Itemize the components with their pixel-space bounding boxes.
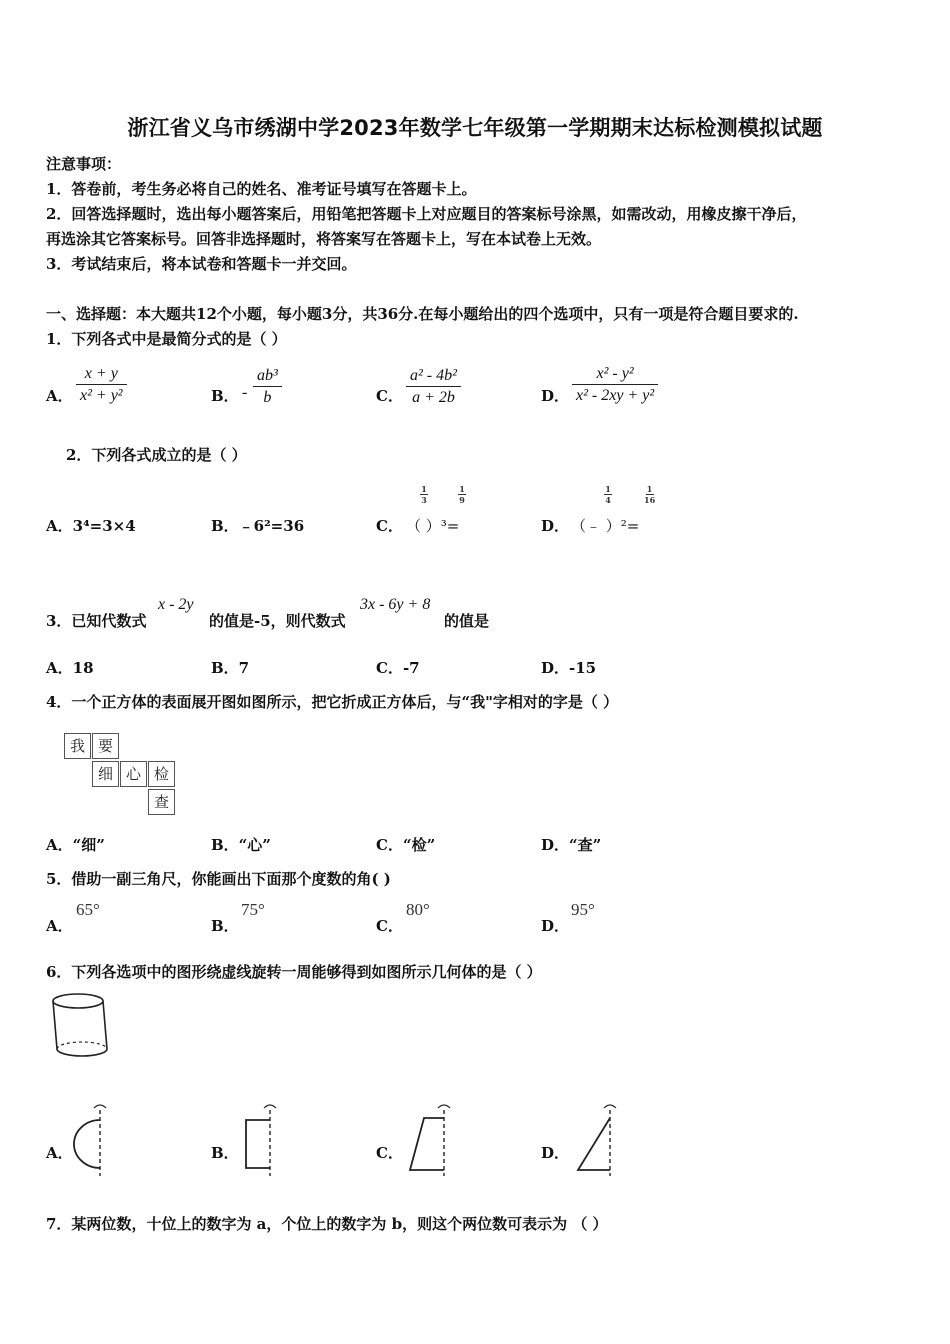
q1-c-denominator: a + 2b	[412, 389, 455, 406]
q2-c-fraction-1	[420, 484, 428, 505]
q2-option-d-expr: （﹣ ）²=	[571, 517, 640, 535]
q3-option-d: D．-15	[541, 659, 597, 677]
q3-expr-1: x - 2y	[158, 596, 194, 613]
q6-label-d: D．	[541, 1144, 570, 1162]
q6-option-d-shape	[570, 1100, 626, 1180]
q3-stem-mid: 的值是-5，则代数式	[209, 612, 346, 630]
q6-label-a: A．	[46, 1144, 73, 1162]
q1-option-b-fraction	[253, 366, 282, 409]
q1-option-d-fraction	[572, 364, 658, 407]
q1-option-c-fraction	[406, 366, 461, 409]
q3-option-c: C．-7	[376, 659, 420, 677]
q5-value-d: 95°	[571, 900, 595, 919]
q5-value-a: 65°	[76, 900, 100, 919]
q1-d-numerator: x² - y²	[596, 365, 634, 382]
q6-label-c: C．	[376, 1144, 403, 1162]
q5-label-c: C．	[376, 917, 403, 935]
q6-stem: 6．下列各选项中的图形绕虚线旋转一周能够得到如图所示几何体的是（ ）	[46, 963, 542, 981]
page-title: 浙江省义乌市绣湖中学2023年数学七年级第一学期期末达标检测模拟试题	[127, 116, 823, 140]
q6-label-b: B．	[211, 1144, 239, 1162]
q2-c-f1-den: 3	[421, 495, 427, 505]
q2-d-f2-den: 16	[644, 495, 656, 505]
q4-option-c: C．“检”	[376, 836, 436, 854]
notice-item-2-cont: 再选涂其它答案标号。回答非选择题时，将答案写在答题卡上，写在本试卷上无效。	[46, 230, 602, 248]
q5-label-d: D．	[541, 917, 570, 935]
q6-option-c-shape	[404, 1100, 460, 1180]
q1-b-denominator: b	[263, 389, 272, 406]
q6-option-b-shape	[236, 1100, 286, 1180]
section-heading: 一、选择题：本大题共12个小题，每小题3分，共36分.在每小题给出的四个选项中，只有一项是符合题目要求的.	[46, 305, 799, 323]
q4-stem: 4．一个正方体的表面展开图如图所示，把它折成正方体后，与“我"字相对的字是（ ）	[46, 693, 619, 711]
q3-option-a: A．18	[46, 659, 94, 677]
q2-label-c: C．	[376, 517, 403, 535]
net-cell: 查	[148, 789, 175, 815]
q1-c-numerator: a² - 4b²	[410, 367, 457, 384]
q1-label-c: C．	[376, 387, 403, 405]
q3-option-b: B．7	[211, 659, 250, 677]
q5-value-b: 75°	[241, 900, 265, 919]
q4-option-b: B．“心”	[211, 836, 271, 854]
q1-b-numerator: ab³	[257, 367, 278, 384]
notice-heading: 注意事项：	[46, 155, 122, 173]
q2-stem: 2．下列各式成立的是（ ）	[66, 446, 247, 464]
q2-c-f2-den: 9	[459, 495, 465, 505]
q1-a-numerator: x + y	[84, 365, 118, 382]
q4-option-a: A．“细”	[46, 836, 105, 854]
q5-label-b: B．	[211, 917, 239, 935]
q2-label-d: D．	[541, 517, 570, 535]
net-cell: 检	[148, 761, 175, 787]
q2-c-f2-num: 1	[459, 484, 465, 494]
net-cell: 我	[64, 733, 91, 759]
q2-option-a: A．3⁴=3×4	[46, 517, 136, 535]
q1-d-denominator: x² - 2xy + y²	[576, 387, 655, 404]
q1-label-d: D．	[541, 387, 570, 405]
q3-stem-post: 的值是	[444, 612, 490, 630]
q2-c-f1-num: 1	[421, 484, 427, 494]
q5-stem: 5．借助一副三角尺，你能画出下面那个度数的角( )	[46, 870, 391, 888]
q1-b-sign: -	[242, 384, 248, 401]
notice-item-3: 3．考试结束后，将本试卷和答题卡一并交回。	[46, 255, 357, 273]
q3-stem-pre: 3．已知代数式	[46, 612, 147, 630]
q2-d-f1-num: 1	[605, 484, 611, 494]
net-cell: 要	[92, 733, 119, 759]
q5-value-c: 80°	[406, 900, 430, 919]
frustum-solid-figure	[48, 990, 114, 1062]
q1-label-b: B．	[211, 387, 239, 405]
q1-stem: 1．下列各式中是最简分式的是（ ）	[46, 330, 287, 348]
q2-d-fraction-2	[644, 484, 655, 505]
q2-option-c-expr: （ ）³=	[406, 517, 460, 535]
q2-option-b: B．﹣6²=36	[211, 517, 305, 535]
notice-item-1: 1．答卷前，考生务必将自己的姓名、准考证号填写在答题卡上。	[46, 180, 477, 198]
q1-a-denominator: x² + y²	[80, 387, 123, 404]
q4-option-d: D．“查”	[541, 836, 602, 854]
q5-label-a: A．	[46, 917, 73, 935]
q2-d-f1-den: 4	[605, 495, 611, 505]
q6-option-a-shape	[64, 1100, 114, 1180]
q1-label-a: A．	[46, 387, 73, 405]
q2-d-f2-num: 1	[646, 484, 653, 494]
q7-stem: 7．某两位数，十位上的数字为 a，个位上的数字为 b，则这个两位数可表示为 （ ）	[46, 1215, 608, 1233]
q2-d-fraction-1	[604, 484, 612, 505]
net-cell: 心	[120, 761, 147, 787]
q1-option-a-fraction	[76, 364, 127, 407]
q3-expr-2: 3x - 6y + 8	[360, 596, 431, 613]
net-cell: 细	[92, 761, 119, 787]
q2-c-fraction-2	[458, 484, 466, 505]
notice-item-2: 2．回答选择题时，选出每小题答案后，用铅笔把答题卡上对应题目的答案标号涂黑，如需改动，用橡皮擦干净后，	[46, 205, 807, 223]
